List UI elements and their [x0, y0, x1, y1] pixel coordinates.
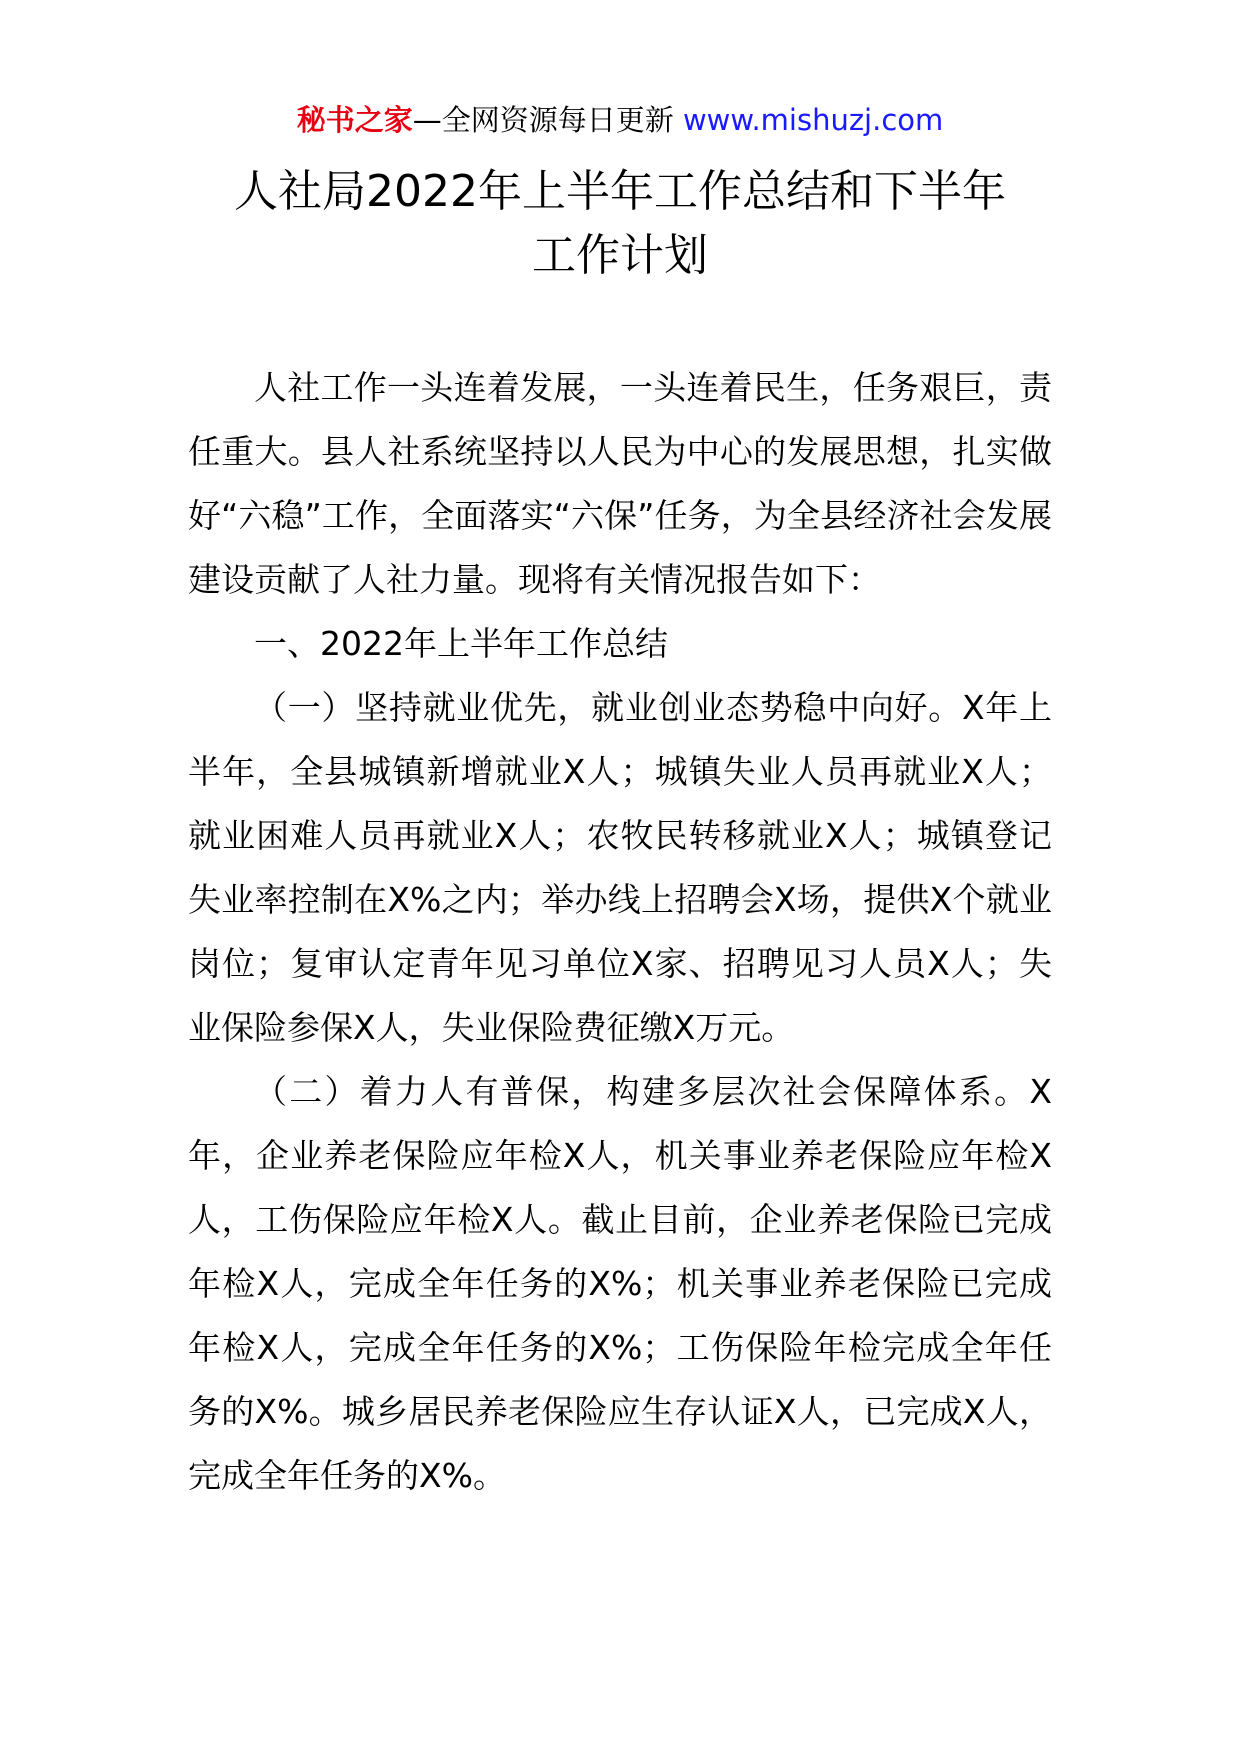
body-paragraph: （一）坚持就业优先，就业创业态势稳中向好。X年上半年，全县城镇新增就业X人；城镇失业人员再就业X人；就业困难人员再就业X人；农牧民转移就业X人；城镇登记失业率控制在X%之内；举办线上招聘会X场，提供X个就业岗位；复审认定青年见习单位X家、招聘见习人员X人；失业保险参保X人，失业保险费征缴X万元。 [188, 688, 1052, 1047]
section-heading: 一、2022年上半年工作总结 [254, 624, 668, 663]
brand-name: 秘书之家 [296, 103, 413, 137]
title-line-1: 人社局2022年上半年工作总结和下半年 [234, 166, 1006, 217]
site-url: www.mishuzj.com [682, 103, 944, 137]
title-line-2: 工作计划 [532, 230, 708, 281]
watermark-header [0, 100, 1240, 140]
intro-paragraph: 人社工作一头连着发展，一头连着民生，任务艰巨，责任重大。县人社系统坚持以人民为中心的发展思想，扎实做好“六稳”工作，全面落实“六保”任务，为全县经济社会发展建设贡献了人社力量。现将有关情况报告如下： [188, 368, 1052, 599]
brand-tagline: —全网资源每日更新 [412, 103, 683, 137]
body-paragraph: （二）着力人有普保，构建多层次社会保障体系。X年，企业养老保险应年检X人，机关事业养老保险应年检X人，工伤保险应年检X人。截止目前，企业养老保险已完成年检X人，完成全年任务的X%；机关事业养老保险已完成年检X人，完成全年任务的X%；工伤保险年检完成全年任务的X%。城乡居民养老保险应生存认证X人，已完成X人，完成全年任务的X%。 [188, 1072, 1052, 1495]
document-body [188, 356, 1052, 1508]
document-title [188, 160, 1052, 288]
